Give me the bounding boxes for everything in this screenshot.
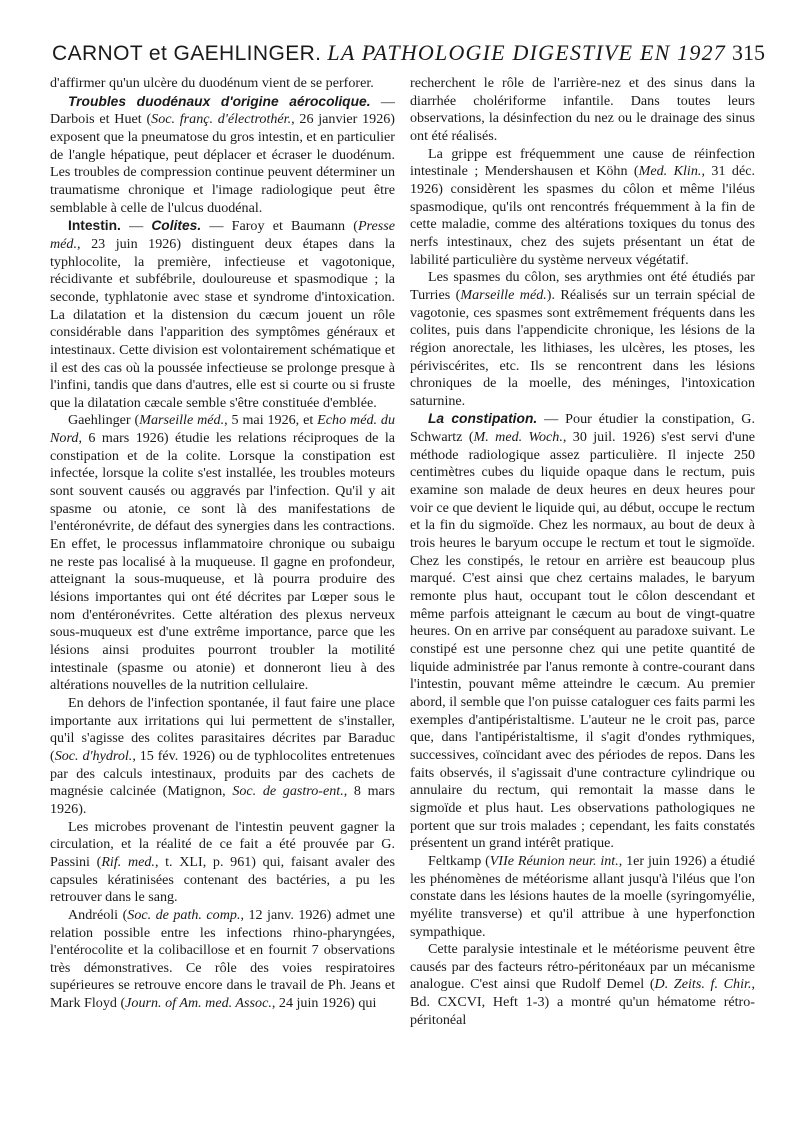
paragraph: La constipation. — Pour étudier la constipation, G. Schwartz (M. med. Woch., 30 juil. 1926) s'est servi d'une méthode radiologique assez particulière. Il injecte 250 centimètres cubes du liquide opaque dans le rectum, puis examine son malade de deux heures en deux heures pour voir ce que devient le liquide qui, au début, occupe le rectum et la fin du sigmoïde. Chez les normaux, au bout de deux à trois heures le baryum occupe le rectum et tout le sigmoïde. Chez les constipés, le retour en arrière est beaucoup plus marqué. C'est ainsi que chez certains malades, le baryum remonte plus haut, occupant tout le côlon descendant et même parfois atteignant le cæcum au bout de vingt-quatre heures. On en arrive par conséquent au paradoxe suivant. Le constipé est une personne chez qui une petite quantité de liquide administrée par l'anus remonte à contre-courant dans l'intestin, pouvant même atteindre le cæcum. Au premier abord, il semble que l'on puisse cataloguer ces faits parmi les exemples d'antipéristaltisme. L'auteur ne le croit pas, parce que, dans l'antipéristaltisme, il s'agit d'ondes rythmiques, successives, coïncidant avec des périodes de repos. Dans les faits observés, il s'agissait d'une contracture cylindrique ou annulaire du rectum, qui remontait la masse dans le sigmoïde et plus haut. Les observations pathologiques ne portent que sur trois malades ; cependant, les faits constatés présentent un grand intérêt pratique. [410, 411, 755, 852]
paragraph: Gaehlinger (Marseille méd., 5 mai 1926, et Echo méd. du Nord, 6 mars 1926) étudie les relations réciproques de la constipation et de la colite. Lorsque la constipation est infectée, lorsque la colite s'est installée, les troubles moteurs sont souvent causés ou aggravés par l'infection. Qu'il y ait spasme ou atonie, ce sont là des manifestations de l'entéronévrite, de défaut des synergies dans les contractions. En effet, le processus inflammatoire chronique ou subaigu ne reste pas localisé à la muqueuse. Il gagne en profondeur, atteignant la sous-muqueuse, et là pourra produire des lésions importantes qui ont été décrites par Lœper sous le nom d'entéronévrites. Cette altération des plexus nerveux sous-muqueux est d'une extrême importance, parce que les lésions ainsi produites pourront troubler la motilité intestinale (spasme ou atonie) et donneront lieu à des altérations nouvelles de la nutrition cellulaire. [50, 412, 396, 694]
paragraph: La grippe est fréquemment une cause de réinfection intestinale ; Mendershausen et Köhn (Med. Klin., 31 déc. 1926) considèrent les spasmes du côlon et même l'iléus spasmodique, qu'ils ont rencontrés fréquemment à la fin de cette maladie, comme des altérations toxiques du tonus des nerfs intestinaux, chez des sujets présentant un état de labilité particulière du système nerveux végétatif. [410, 145, 755, 268]
page-number: 315 [731, 40, 765, 65]
right-column [410, 75, 755, 1029]
citation: D. Zeits. f. Chir. [654, 976, 752, 993]
header-authors: CARNOT et GAEHLINGER. [52, 42, 322, 65]
citation: VIIe Réunion neur. int. [489, 852, 619, 869]
paragraph: Intestin. — Colites. — Faroy et Baumann (Presse méd., 23 juin 1926) distinguent deux étapes dans la typhlocolite, la première, infectieuse et vagotonique, récidivante et subfébrile, douloureuse et spasmodique ; la seconde, typhlatonie avec stase et syndrome d'intoxication. La dilatation et la distension du cæcum jouent un rôle considérable dans l'apparition des symptômes généraux et intestinaux. Cette division est volontairement schématique et il est des cas où la poussée infectieuse se prolonge presque à l'infini, tandis que dans d'autres, elle est si courte ou si fruste que la dilatation cæcale semble s'être constituée d'emblée. [50, 218, 395, 411]
citation: Rif. med. [101, 853, 155, 870]
header-title: LA PATHOLOGIE DIGESTIVE EN 1927 [327, 40, 726, 65]
citation: Presse méd. [50, 218, 395, 252]
paragraph: En dehors de l'infection spontanée, il faut faire une place importante aux irritations qui lui permettent de s'installer, qu'il s'agisse des colites parasitaires décrites par Baraduc (Soc. d'hydrol., 15 fév. 1926) ou de typhlocolites entretenues par des calculs intestinaux, produits par des cachets de magnésie calcinée (Matignon, Soc. de gastro-ent., 8 mars 1926). [50, 694, 395, 817]
paragraph: Feltkamp (VIIe Réunion neur. int., 1er juin 1926) a étudié les phénomènes de météorisme allant jusqu'à l'iléus que l'on constate dans les lésions hautes de la moelle (syringomyélie, myélite transverse) et qu'il attribue à une hyperfonction sympathique. [410, 852, 755, 940]
citation: Med. Klin. [638, 163, 702, 180]
citation: Soc. d'hydrol. [54, 747, 133, 764]
paragraph: d'affirmer qu'un ulcère du duodénum vient de se perforer. [50, 75, 374, 91]
citation: Soc. de path. comp. [127, 906, 241, 923]
paragraph: Les spasmes du côlon, ses arythmies ont été étudiés par Turries (Marseille méd.). Réalisés sur un terrain spécial de vagotonie, ces spasmes sont extrêmement fréquents dans les colites, puis dans l'appendicite chronique, les lésions de la région anorectale, les lithiases, les ulcères, les ptoses, les périviscérites, etc. Ils se rencontrent dans les lésions chroniques de la moelle, des méninges, l'intoxication saturnine. [410, 269, 756, 409]
section-heading: Colites. [151, 218, 202, 234]
paragraph: Les microbes provenant de l'intestin peuvent gagner la circulation, et la réalité de ce fait a été prouvée par G. Passini (Rif. med., t. XLI, p. 961) qui, faisant avaler des capsules kératinisées contenant des bactéries, a pu les retrouver dans le sang. [50, 818, 395, 906]
citation: Soc. franç. d'électrothér. [151, 111, 292, 128]
section-heading: Intestin. [68, 218, 121, 234]
paragraph: Cette paralysie intestinale et le météorisme peuvent être causés par des facteurs rétro-péritonéaux par un mécanisme analogue. C'est ainsi que Rudolf Demel (D. Zeits. f. Chir., Bd. CXCVI, Heft 1-3) a montré qu'un hématome rétro-péritonéal [410, 941, 755, 1028]
section-heading: Troubles duodénaux d'origine aérocolique. [68, 93, 371, 109]
citation: Soc. de gastro-ent. [232, 783, 344, 800]
citation: Journ. of Am. med. Assoc. [125, 995, 272, 1012]
section-heading: La constipation. [428, 411, 538, 427]
paragraph: recherchent le rôle de l'arrière-nez et des sinus dans la diarrhée cholériforme infantile. Dans toutes leurs observations, la désinfection du nez ou le drainage des sinus ont été réalisés. [410, 75, 755, 144]
citation: Echo méd. du Nord [50, 412, 396, 447]
running-header [52, 40, 765, 70]
paragraph: Andréoli (Soc. de path. comp., 12 janv. 1926) admet une relation possible entre les infections rhino-pharyngées, l'entérocolite et la colibacillose et en fournit 7 observations très démonstratives. Ce rôle des voies respiratoires supérieures se retrouve encore dans le travail de Ph. Jeans et Mark Floyd (Journ. of Am. med. Assoc., 24 juin 1926) qui [50, 906, 395, 1012]
left-column [50, 75, 395, 1013]
paragraph: Troubles duodénaux d'origine aérocolique. — Darbois et Huet (Soc. franç. d'électrothér., 26 janvier 1926) exposent que la pneumatose du gros intestin, et en particulier de l'angle hépatique, peut déplacer et écraser le duodénum. Les troubles de compression continue peuvent déterminer un traumatisme chronique et l'image radiologique peut être semblable à celle de l'ulcus duodénal. [50, 93, 396, 216]
citation: Marseille méd. [460, 286, 547, 303]
citation: M. med. Woch. [473, 429, 563, 446]
citation: Marseille méd. [139, 412, 225, 429]
